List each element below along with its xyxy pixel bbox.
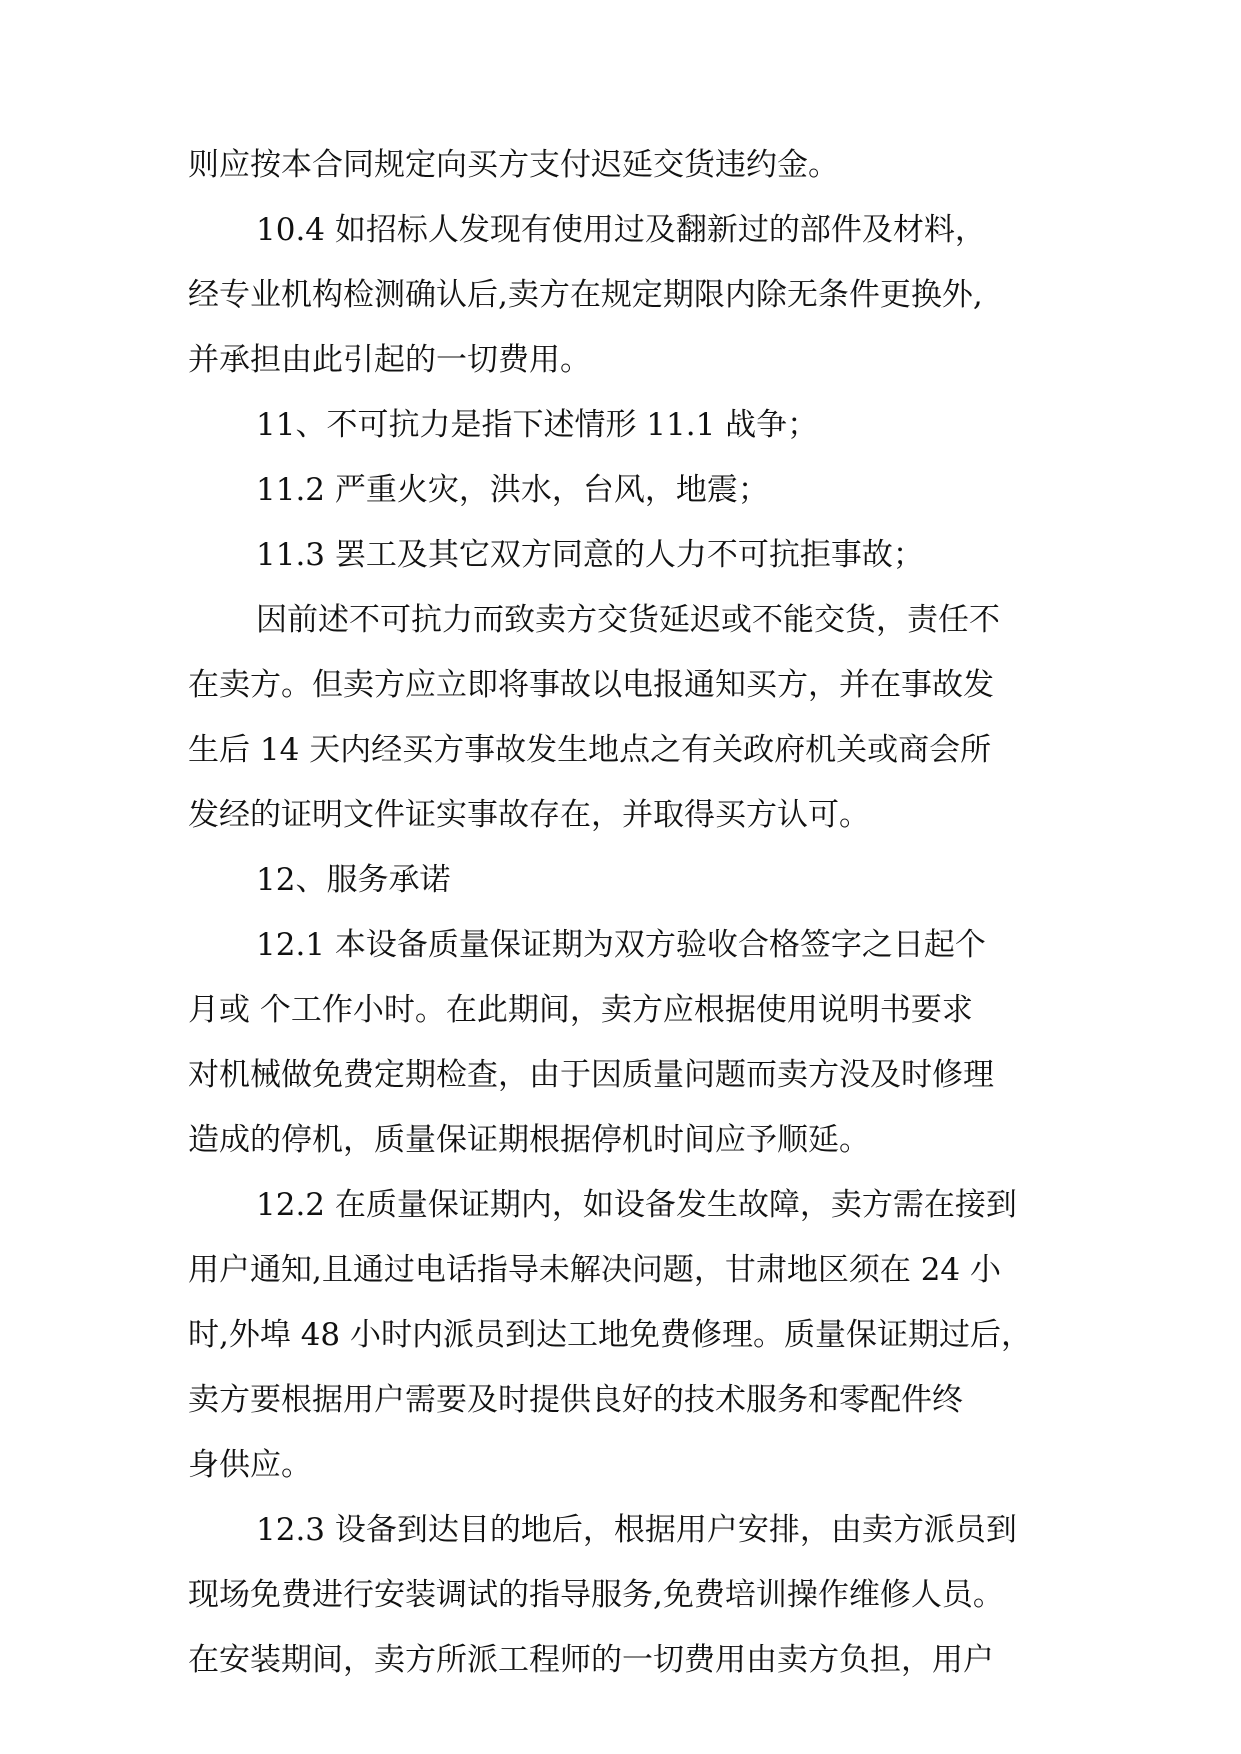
section-heading: 12、服务承诺 [256,862,451,898]
paragraph-line: 10.4 如招标人发现有使用过及翻新过的部件及材料， [256,212,986,248]
paragraph-line: 11.3 罢工及其它双方同意的人力不可抗拒事故； [256,537,924,573]
paragraph-line: 生后 14 天内经买方事故发生地点之有关政府机关或商会所 [188,732,992,768]
paragraph-line: 身供应。 [188,1447,312,1483]
paragraph-line: 11、不可抗力是指下述情形 11.1 战争； [256,407,819,443]
paragraph-line: 发经的证明文件证实事故存在，并取得买方认可。 [188,797,870,833]
paragraph-line: 在卖方。但卖方应立即将事故以电报通知买方，并在事故发 [188,667,994,703]
paragraph-line: 并承担由此引起的一切费用。 [188,342,591,378]
paragraph-line: 对机械做免费定期检查，由于因质量问题而卖方没及时修理 [188,1057,994,1093]
paragraph-line: 12.2 在质量保证期内，如设备发生故障，卖方需在接到 [256,1187,1017,1223]
paragraph-line: 卖方要根据用户需要及时提供良好的技术服务和零配件终 [188,1382,963,1418]
paragraph-line: 时,外埠 48 小时内派员到达工地免费修理。质量保证期过后， [188,1317,1033,1353]
paragraph-line: 11.2 严重火灾，洪水，台风，地震； [256,472,769,508]
paragraph-line: 现场免费进行安装调试的指导服务,免费培训操作维修人员。 [188,1577,1004,1613]
paragraph-line: 在安装期间，卖方所派工程师的一切费用由卖方负担，用户 [188,1642,994,1678]
paragraph-line: 造成的停机，质量保证期根据停机时间应予顺延。 [188,1122,870,1158]
paragraph-line: 则应按本合同规定向买方支付迟延交货违约金。 [188,147,839,183]
paragraph-line: 经专业机构检测确认后,卖方在规定期限内除无条件更换外, [188,277,983,313]
paragraph-line: 12.1 本设备质量保证期为双方验收合格签字之日起个 [256,927,986,963]
paragraph-line: 12.3 设备到达目的地后，根据用户安排，由卖方派员到 [256,1512,1017,1548]
paragraph-line: 因前述不可抗力而致卖方交货延迟或不能交货，责任不 [256,602,1000,638]
paragraph-line: 月或 个工作小时。在此期间，卖方应根据使用说明书要求 [188,992,973,1028]
paragraph-line: 用户通知,且通过电话指导未解决问题，甘肃地区须在 24 小 [188,1252,1002,1288]
